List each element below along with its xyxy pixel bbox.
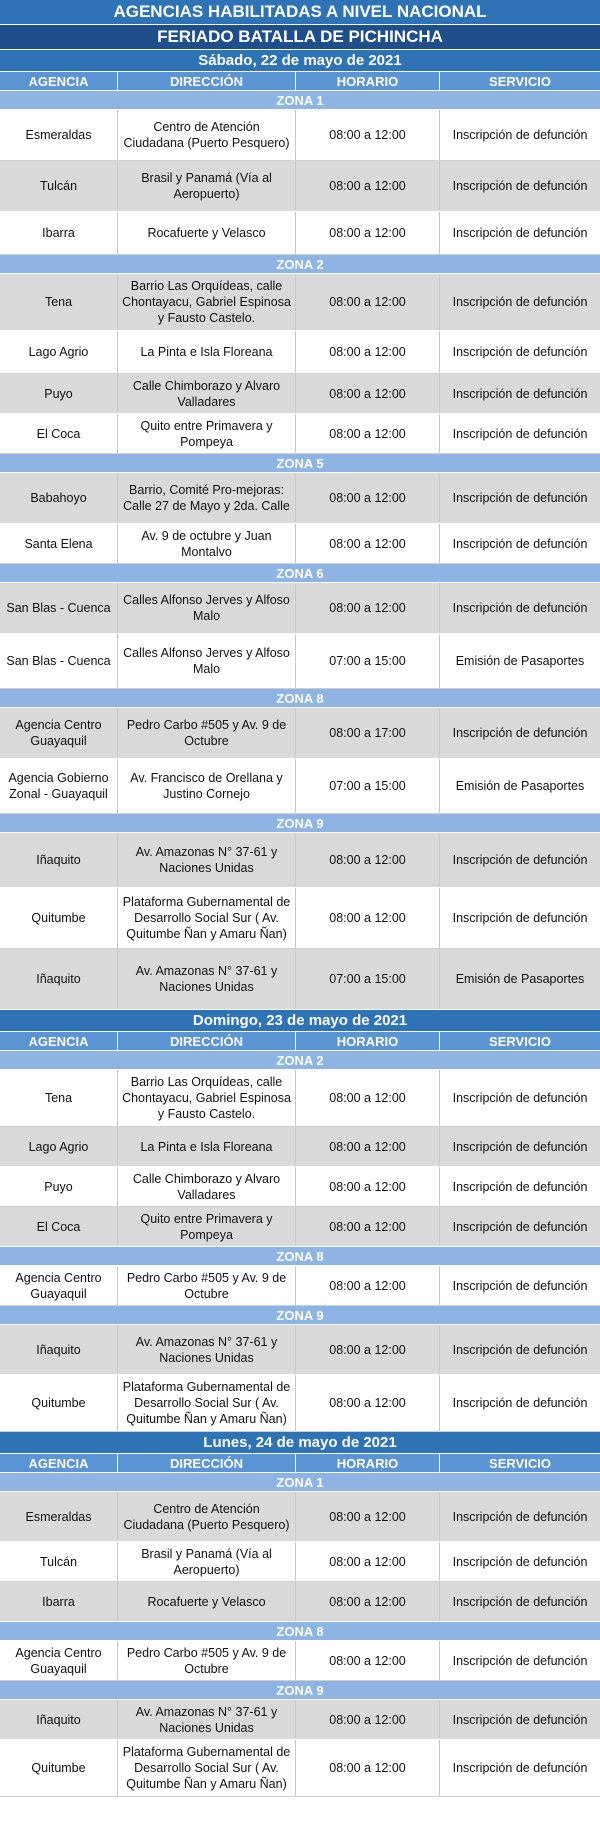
cell-agencia: Quitumbe: [0, 1375, 118, 1431]
cell-agencia: El Coca: [0, 1207, 118, 1246]
cell-direccion: Av. Amazonas N° 37-61 y Naciones Unidas: [118, 1700, 296, 1739]
cell-horario: 07:00 a 15:00: [296, 759, 440, 813]
table-row: [0, 110, 600, 161]
cell-servicio: Emisión de Pasaportes: [455, 654, 585, 668]
cell-direccion: Brasil y Panamá (Vía al Aeropuerto): [118, 161, 296, 211]
cell-horario: 08:00 a 12:00: [296, 888, 440, 948]
cell-agencia: Ibarra: [0, 212, 118, 254]
cell-agencia: Esmeraldas: [0, 110, 118, 160]
table-row: [0, 524, 600, 564]
column-header-row: [0, 72, 600, 91]
cell-direccion: Av. Amazonas N° 37-61 y Naciones Unidas: [118, 1325, 296, 1374]
cell-agencia: Quitumbe: [0, 888, 118, 948]
zone-header: ZONA 1: [0, 1473, 600, 1492]
cell-servicio: Inscripción de defunción: [452, 1712, 588, 1727]
cell-agencia: Ibarra: [0, 1582, 118, 1621]
cell-direccion: Pedro Carbo #505 y Av. 9 de Octubre: [118, 1266, 296, 1305]
cell-servicio: Inscripción de defunción: [452, 386, 588, 401]
cell-horario: 08:00 a 12:00: [296, 583, 440, 633]
cell-direccion: Plataforma Gubernamental de Desarrollo Social Sur ( Av. Quitumbe Ñan y Amaru Ñan): [118, 1740, 296, 1796]
cell-agencia: Puyo: [0, 374, 118, 413]
cell-direccion: Calle Chimborazo y Alvaro Valladares: [118, 374, 296, 413]
cell-servicio: Inscripción de defunción: [452, 1278, 588, 1293]
cell-horario: 08:00 a 12:00: [296, 473, 440, 523]
table-row: [0, 708, 600, 759]
cell-horario: 08:00 a 12:00: [296, 110, 440, 160]
cell-agencia: Agencia Centro Guayaquil: [0, 1641, 118, 1680]
cell-horario: 08:00 a 12:00: [296, 1492, 440, 1541]
cell-direccion: Rocafuerte y Velasco: [118, 1582, 296, 1621]
cell-servicio: Inscripción de defunción: [452, 1653, 588, 1668]
cell-horario: 07:00 a 15:00: [296, 634, 440, 688]
cell-servicio: Inscripción de defunción: [452, 911, 588, 925]
cell-servicio: Emisión de Pasaportes: [455, 779, 585, 793]
cell-direccion: La Pinta e Isla Floreana: [118, 331, 296, 373]
table-row: [0, 888, 600, 949]
cell-servicio: Inscripción de defunción: [452, 1396, 588, 1410]
cell-servicio: Inscripción de defunción: [452, 345, 588, 359]
table-row: [0, 583, 600, 634]
zone-header: ZONA 2: [0, 1051, 600, 1070]
table-row: [0, 414, 600, 454]
day-header-saturday: Sábado, 22 de mayo de 2021: [0, 50, 600, 72]
cell-agencia: Iñaquito: [0, 1700, 118, 1739]
cell-direccion: Calles Alfonso Jerves y Alfoso Malo: [118, 583, 296, 633]
cell-servicio: Inscripción de defunción: [452, 726, 588, 740]
table-row: [0, 1641, 600, 1681]
column-header-agencia: AGENCIA: [0, 1032, 118, 1050]
cell-servicio: Inscripción de defunción: [452, 1179, 588, 1194]
column-header-horario: HORARIO: [296, 1032, 440, 1050]
cell-direccion: Calle Chimborazo y Alvaro Valladares: [118, 1167, 296, 1206]
column-header-horario: HORARIO: [296, 1454, 440, 1472]
zone-header: ZONA 9: [0, 1681, 600, 1700]
cell-agencia: Puyo: [0, 1167, 118, 1206]
cell-servicio: Inscripción de defunción: [452, 1594, 588, 1609]
cell-horario: 08:00 a 12:00: [296, 1266, 440, 1305]
table-row: [0, 374, 600, 414]
table-row: [0, 1740, 600, 1797]
cell-agencia: Quitumbe: [0, 1740, 118, 1796]
table-row: [0, 1375, 600, 1432]
cell-agencia: San Blas - Cuenca: [0, 583, 118, 633]
cell-agencia: Lago Agrio: [0, 331, 118, 373]
cell-agencia: Babahoyo: [0, 473, 118, 523]
page-subtitle: FERIADO BATALLA DE PICHINCHA: [0, 25, 600, 50]
cell-direccion: Calles Alfonso Jerves y Alfoso Malo: [118, 634, 296, 688]
cell-servicio: Emisión de Pasaportes: [455, 972, 585, 986]
cell-agencia: Agencia Centro Guayaquil: [0, 1266, 118, 1305]
cell-direccion: Barrio, Comité Pro-mejoras: Calle 27 de Mayo y 2da. Calle: [118, 473, 296, 523]
cell-servicio: Inscripción de defunción: [452, 1139, 588, 1154]
table-row: [0, 1582, 600, 1622]
cell-direccion: Brasil y Panamá (Vía al Aeropuerto): [118, 1542, 296, 1581]
cell-servicio: Inscripción de defunción: [452, 226, 588, 240]
table-row: [0, 1700, 600, 1740]
table-row: [0, 1266, 600, 1306]
cell-servicio: Inscripción de defunción: [452, 426, 588, 441]
cell-direccion: Centro de Atención Ciudadana (Puerto Pesquero): [118, 110, 296, 160]
cell-servicio: Inscripción de defunción: [452, 1554, 588, 1569]
zone-header: ZONA 5: [0, 454, 600, 473]
cell-direccion: Barrio Las Orquídeas, calle Chontayacu, Gabriel Espinosa y Fausto Castelo.: [118, 1070, 296, 1126]
cell-horario: 08:00 a 12:00: [296, 1070, 440, 1126]
cell-direccion: La Pinta e Isla Floreana: [118, 1127, 296, 1166]
column-header-direccion: DIRECCIÓN: [118, 1454, 296, 1472]
cell-servicio: Inscripción de defunción: [452, 1091, 588, 1105]
cell-horario: 07:00 a 15:00: [296, 949, 440, 1009]
cell-horario: 08:00 a 12:00: [296, 1582, 440, 1621]
column-header-direccion: DIRECCIÓN: [118, 72, 296, 90]
cell-servicio: Inscripción de defunción: [452, 1509, 588, 1524]
table-row: [0, 1207, 600, 1247]
table-row: [0, 1167, 600, 1207]
cell-servicio: Inscripción de defunción: [452, 601, 588, 615]
cell-horario: 08:00 a 12:00: [296, 274, 440, 330]
column-header-row: [0, 1454, 600, 1473]
cell-direccion: Plataforma Gubernamental de Desarrollo Social Sur ( Av. Quitumbe Ñan y Amaru Ñan): [118, 888, 296, 948]
day-header-monday: Lunes, 24 de mayo de 2021: [0, 1432, 600, 1454]
zone-header: ZONA 6: [0, 564, 600, 583]
cell-servicio: Inscripción de defunción: [452, 1761, 588, 1775]
cell-servicio: Inscripción de defunción: [452, 491, 588, 505]
cell-horario: 08:00 a 12:00: [296, 1325, 440, 1374]
column-header-agencia: AGENCIA: [0, 72, 118, 90]
cell-direccion: Centro de Atención Ciudadana (Puerto Pesquero): [118, 1492, 296, 1541]
table-row: [0, 212, 600, 255]
cell-agencia: Tulcán: [0, 161, 118, 211]
zone-header: ZONA 1: [0, 91, 600, 110]
table-row: [0, 161, 600, 212]
zone-header: ZONA 9: [0, 814, 600, 833]
cell-direccion: Pedro Carbo #505 y Av. 9 de Octubre: [118, 1641, 296, 1680]
cell-agencia: Lago Agrio: [0, 1127, 118, 1166]
cell-horario: 08:00 a 12:00: [296, 1740, 440, 1796]
cell-agencia: Santa Elena: [0, 524, 118, 563]
cell-agencia: Agencia Gobierno Zonal - Guayaquil: [0, 759, 118, 813]
cell-horario: 08:00 a 12:00: [296, 524, 440, 563]
table-row: [0, 833, 600, 888]
zone-header: ZONA 8: [0, 1622, 600, 1641]
column-header-row: [0, 1032, 600, 1051]
cell-horario: 08:00 a 12:00: [296, 1700, 440, 1739]
table-row: [0, 759, 600, 814]
table-row: [0, 473, 600, 524]
cell-direccion: Av. Francisco de Orellana y Justino Cornejo: [118, 759, 296, 813]
cell-direccion: Plataforma Gubernamental de Desarrollo Social Sur ( Av. Quitumbe Ñan y Amaru Ñan): [118, 1375, 296, 1431]
cell-direccion: Av. Amazonas N° 37-61 y Naciones Unidas: [118, 949, 296, 1009]
column-header-horario: HORARIO: [296, 72, 440, 90]
cell-agencia: El Coca: [0, 414, 118, 453]
zone-header: ZONA 2: [0, 255, 600, 274]
cell-servicio: Inscripción de defunción: [452, 1219, 588, 1234]
cell-direccion: Pedro Carbo #505 y Av. 9 de Octubre: [118, 708, 296, 758]
table-row: [0, 949, 600, 1010]
cell-agencia: Tena: [0, 274, 118, 330]
cell-direccion: Av. Amazonas N° 37-61 y Naciones Unidas: [118, 833, 296, 887]
cell-horario: 08:00 a 12:00: [296, 414, 440, 453]
cell-horario: 08:00 a 12:00: [296, 374, 440, 413]
cell-horario: 08:00 a 12:00: [296, 161, 440, 211]
table-row: [0, 1492, 600, 1542]
cell-servicio: Inscripción de defunción: [452, 295, 588, 309]
cell-servicio: Inscripción de defunción: [452, 853, 588, 867]
cell-direccion: Quito entre Primavera y Pompeya: [118, 414, 296, 453]
cell-horario: 08:00 a 12:00: [296, 1641, 440, 1680]
cell-horario: 08:00 a 12:00: [296, 212, 440, 254]
table-row: [0, 274, 600, 331]
cell-agencia: Tena: [0, 1070, 118, 1126]
column-header-direccion: DIRECCIÓN: [118, 1032, 296, 1050]
cell-servicio: Inscripción de defunción: [452, 1342, 588, 1357]
cell-agencia: Iñaquito: [0, 833, 118, 887]
column-header-servicio: SERVICIO: [489, 73, 551, 89]
zone-header: ZONA 8: [0, 689, 600, 708]
table-row: [0, 1070, 600, 1127]
page-title: AGENCIAS HABILITADAS A NIVEL NACIONAL: [0, 0, 600, 25]
day-header-sunday: Domingo, 23 de mayo de 2021: [0, 1010, 600, 1032]
cell-agencia: Esmeraldas: [0, 1492, 118, 1541]
cell-horario: 08:00 a 12:00: [296, 1127, 440, 1166]
cell-agencia: San Blas - Cuenca: [0, 634, 118, 688]
table-row: [0, 634, 600, 689]
cell-horario: 08:00 a 12:00: [296, 1207, 440, 1246]
table-row: [0, 1542, 600, 1582]
column-header-agencia: AGENCIA: [0, 1454, 118, 1472]
cell-horario: 08:00 a 17:00: [296, 708, 440, 758]
cell-servicio: Inscripción de defunción: [452, 536, 588, 551]
column-header-servicio: SERVICIO: [489, 1455, 551, 1471]
cell-direccion: Quito entre Primavera y Pompeya: [118, 1207, 296, 1246]
cell-direccion: Av. 9 de octubre y Juan Montalvo: [118, 524, 296, 563]
table-row: [0, 331, 600, 374]
column-header-servicio: SERVICIO: [489, 1033, 551, 1049]
cell-agencia: Iñaquito: [0, 949, 118, 1009]
cell-direccion: Rocafuerte y Velasco: [118, 212, 296, 254]
cell-horario: 08:00 a 12:00: [296, 1542, 440, 1581]
table-row: [0, 1325, 600, 1375]
zone-header: ZONA 8: [0, 1247, 600, 1266]
cell-agencia: Tulcán: [0, 1542, 118, 1581]
cell-horario: 08:00 a 12:00: [296, 1167, 440, 1206]
cell-agencia: Agencia Centro Guayaquil: [0, 708, 118, 758]
cell-servicio: Inscripción de defunción: [452, 179, 588, 193]
cell-horario: 08:00 a 12:00: [296, 331, 440, 373]
zone-header: ZONA 9: [0, 1306, 600, 1325]
table-row: [0, 1127, 600, 1167]
cell-servicio: Inscripción de defunción: [452, 128, 588, 142]
cell-direccion: Barrio Las Orquídeas, calle Chontayacu, Gabriel Espinosa y Fausto Castelo.: [118, 274, 296, 330]
cell-horario: 08:00 a 12:00: [296, 833, 440, 887]
cell-horario: 08:00 a 12:00: [296, 1375, 440, 1431]
cell-agencia: Iñaquito: [0, 1325, 118, 1374]
